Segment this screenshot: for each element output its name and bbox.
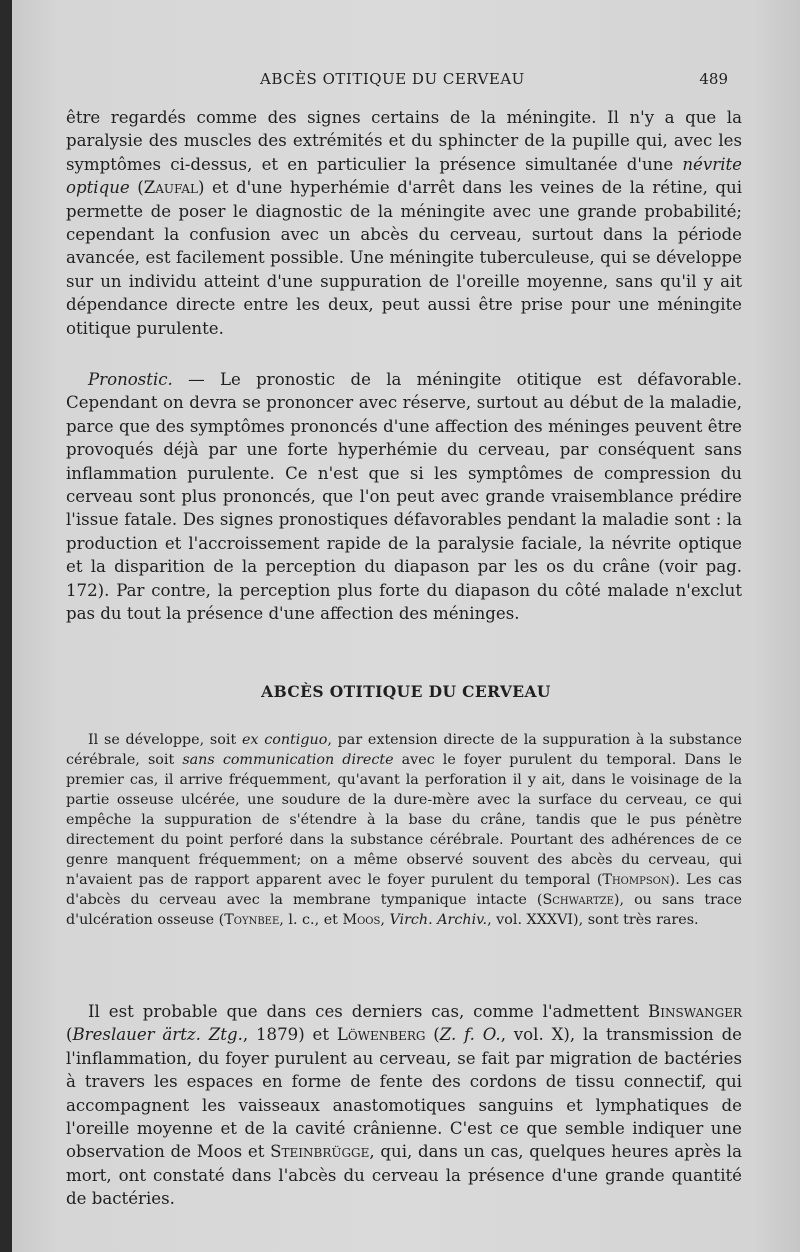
text-run: ) et d'une hyperhémie d'arrêt dans les veines de la rétine, qui permette de poser le diagnostic de la méningite avec une grande probabilité; cependant la confusion avec un abcès du cerveau, surtout dans la période avancée, est facilement possible. Une méningite tuberculeuse, qui se développe sur un individu atteint d'une suppuration de l'oreille moyenne, sans qu'il y ait dépendance directe entre les deux, peut aussi être prise pour une méningite otitique purulente. (66, 178, 742, 338)
text-run: Il est probable que dans ces derniers cas, comme l'admettent (88, 1002, 649, 1021)
paragraph-meningitis-diagnosis (66, 106, 742, 340)
running-title: ABCÈS OTITIQUE DU CERVEAU (260, 70, 525, 88)
text-run: ). Les cas d'abcès du cerveau avec la membrane tympanique intacte ( (66, 872, 742, 908)
page-number: 489 (699, 70, 728, 88)
author-name: Schwartze (542, 892, 614, 908)
text-run: , vol. XXXVI), sont très rares. (487, 912, 699, 928)
text-run: être regardés comme des signes certains de la méningite. Il n'y a que la paralysie des muscles des extrémités et du sphincter de la pupille qui, avec les symptômes ci-dessus, et en particulier la présence simultanée d'une (66, 108, 742, 174)
author-name: Thompson (602, 872, 670, 888)
paragraph-pronostic (66, 368, 742, 625)
paragraph-abscess-development (66, 730, 742, 930)
running-header (12, 68, 800, 92)
text-run: ( (129, 178, 144, 198)
author-name: Binswanger (648, 1002, 742, 1021)
text-run: — Le pronostic de la méningite otitique est défavorable. Cependant on devra se prononcer avec réserve, surtout au début de la maladie, parce que des symptômes prononcés d'une affection des méninges peuvent être provoqués déjà par une forte hyperhémie du cerveau, par conséquent sans inflammation purulente. Ce n'est que si les symptômes de compression du cerveau sont plus prononcés, que l'on peut avec grande vraisemblance prédire l'issue fatale. Des signes pronostiques défavorables pendant la maladie sont : la production et l'accroissement rapide de la paralysie faciale, la névrite optique et la disparition de la perception du diapason par les os du crâne (voir pag. 172). Par contre, la perception plus forte du diapason du côté malade n'exclut pas du tout la présence d'une affection des méninges. (66, 370, 742, 624)
italic-run: sans communication directe (182, 752, 394, 768)
text-run: , par extension directe de la suppuration à la substance cérébrale, soit (66, 732, 742, 768)
author-name: Moos (342, 912, 381, 928)
italic-run: ex contiguo (241, 732, 328, 748)
text-run: , vol. X), la transmission de l'inflammation, du foyer purulent au cerveau, se fait par migration de bactéries à travers les espaces en forme de fente des cordons de tissu connectif, qui accompagnent les vaisseaux anastomotiques sanguins et lymphatiques de l'oreille moyenne et de la cavité crânienne. C'est ce que semble indiquer une observation de Moos et (66, 1025, 743, 1162)
section-title: ABCÈS OTITIQUE DU CERVEAU (261, 682, 551, 701)
text-run: , 1879) et (242, 1025, 337, 1045)
italic-run: Z. f. O. (439, 1025, 501, 1045)
text-run: ( (425, 1025, 440, 1045)
italic-run: Virch. Archiv. (389, 912, 488, 928)
italic-run: Breslauer ärtz. Ztg. (72, 1025, 243, 1045)
text-run: , l. c., et (279, 912, 343, 928)
author-name: Zaufal (143, 178, 198, 198)
italic-run: névrite optique (66, 154, 742, 198)
book-page (12, 0, 800, 1252)
text-run: Il se développe, soit (88, 732, 242, 748)
text-run: avec le foyer purulent du temporal. Dans le premier cas, il arrive fréquemment, qu'avant la perforation il y ait, dans le voisinage de la partie osseuse ulcérée, une soudure de la dure-mère avec la surface du cerveau, ce qui empêche la suppuration de s'étendre à la base du crâne, tandis que le pus pénètre directement du point perforé dans la substance cérébrale. Pourtant des adhérences de ce genre manquent fréquemment; on a même observé souvent des abcès du cerveau, qui n'avaient pas de rapport apparent avec le foyer purulent du temporal ( (66, 752, 742, 888)
author-name: Toynbee (224, 912, 280, 928)
author-name: Löwenberg (336, 1025, 426, 1045)
text-run: , qui, dans un cas, quelques heures après la mort, ont constaté dans l'abcès du cerveau la présence d'une grande quantité de bactéries. (66, 1142, 742, 1209)
pronostic-label: Pronostic. (88, 370, 173, 389)
paragraph-bacteria-transmission (66, 1000, 742, 1211)
text-run: ), ou sans trace d'ulcération osseuse ( (66, 892, 742, 928)
author-name: Steinbrügge (270, 1142, 370, 1162)
text-run: , (380, 912, 390, 928)
text-run: ( (66, 1025, 73, 1045)
